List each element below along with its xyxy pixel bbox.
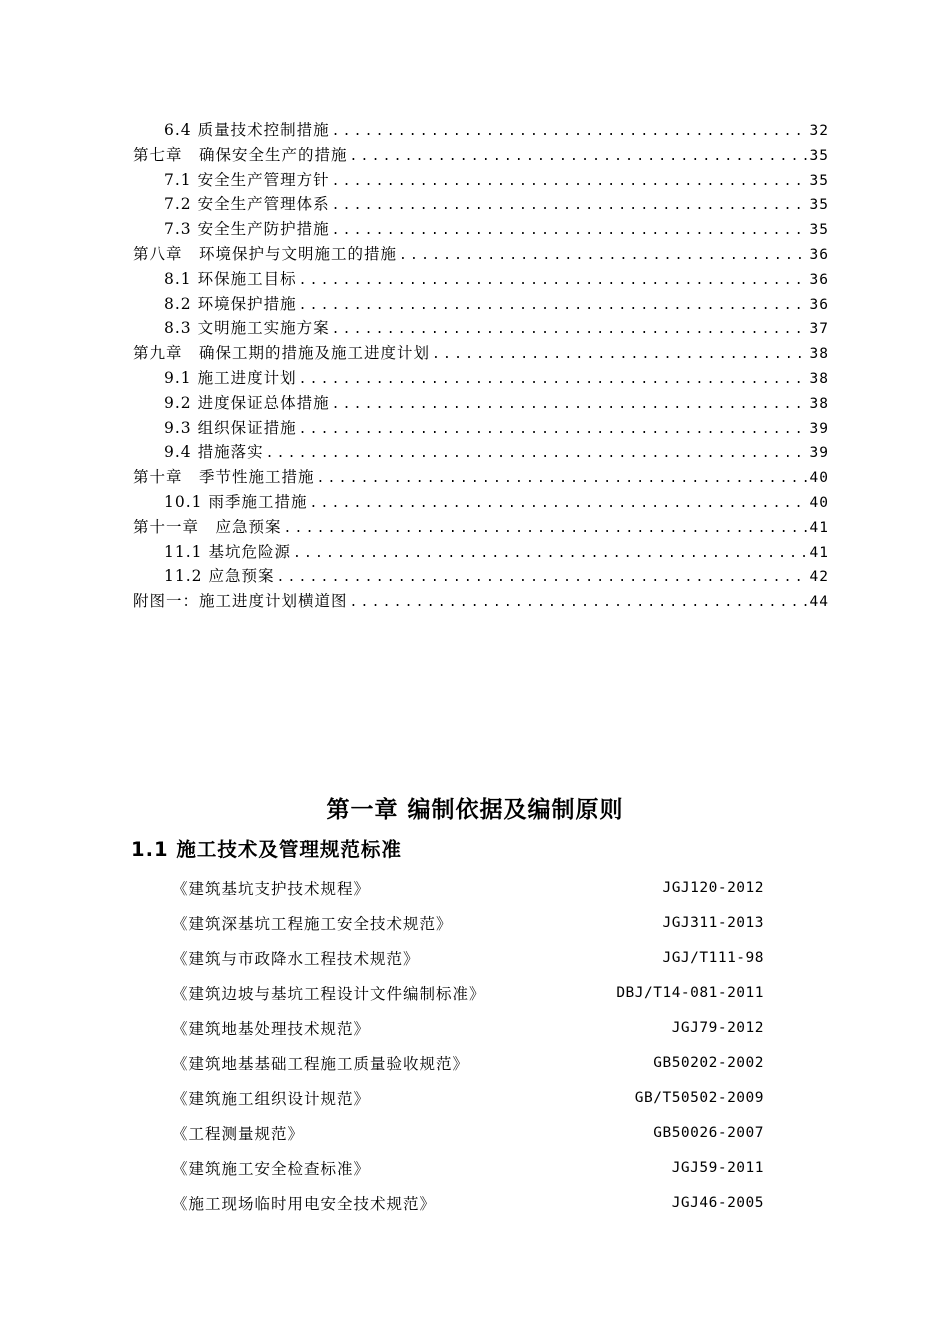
standard-name: 《建筑深基坑工程施工安全技术规范》 [172, 914, 453, 933]
toc-entry-title: 8.1 环保施工目标 [164, 269, 297, 288]
standard-code: JGJ311-2013 [662, 914, 764, 931]
toc-entry-page: 38 [809, 370, 829, 387]
toc-entry[interactable] [133, 490, 829, 515]
standard-item [172, 975, 764, 1010]
toc-entry-page: 44 [809, 594, 829, 611]
standard-item [172, 870, 764, 905]
toc-leader-dots [332, 194, 808, 219]
toc-entry-page: 41 [809, 544, 829, 561]
toc-entry[interactable] [133, 391, 829, 416]
toc-entry-title: 第十章 季节性施工措施 [133, 468, 315, 487]
toc-leader-dots [332, 318, 808, 343]
toc-entry[interactable] [133, 292, 829, 317]
standard-code: DBJ/T14-081-2011 [616, 984, 764, 1001]
toc-leader-dots [399, 244, 808, 269]
toc-entry-page: 39 [809, 420, 829, 437]
standard-name: 《建筑地基处理技术规范》 [172, 1019, 371, 1038]
toc-entry-title: 9.1 施工进度计划 [164, 368, 297, 387]
toc-entry-title: 第八章 环境保护与文明施工的措施 [133, 244, 398, 263]
toc-entry-title: 11.1 基坑危险源 [164, 542, 291, 561]
standards-list [172, 870, 764, 1221]
toc-leader-dots [299, 418, 808, 443]
toc-entry-page: 35 [809, 222, 829, 239]
standard-code: JGJ59-2011 [671, 1160, 764, 1177]
toc-entry[interactable] [133, 465, 829, 490]
toc-entry-page: 42 [809, 569, 829, 586]
toc-entry-page: 35 [809, 172, 829, 189]
toc-entry-title: 8.3 文明施工实施方案 [164, 319, 330, 338]
standard-code: GB50202-2002 [653, 1055, 764, 1072]
standard-code: JGJ46-2005 [671, 1195, 764, 1212]
toc-entry[interactable] [133, 267, 829, 292]
standard-item [172, 1081, 764, 1116]
standard-name: 《建筑与市政降水工程技术规范》 [172, 949, 420, 968]
section-heading: 1.1 施工技术及管理规范标准 [131, 838, 402, 861]
toc-entry[interactable] [133, 242, 829, 267]
toc-entry-title: 附图一：施工进度计划横道图 [133, 592, 348, 611]
standard-item [172, 1010, 764, 1045]
toc-leader-dots [266, 442, 808, 467]
toc-entry-page: 37 [809, 321, 829, 338]
toc-leader-dots [299, 368, 808, 393]
toc-leader-dots [332, 170, 808, 195]
toc-leader-dots [317, 467, 808, 492]
standard-code: JGJ79-2012 [671, 1019, 764, 1036]
standard-name: 《建筑基坑支护技术规程》 [172, 879, 371, 898]
toc-entry-title: 9.4 措施落实 [164, 443, 264, 462]
standard-code: GB50026-2007 [653, 1125, 764, 1142]
standard-code: JGJ/T111-98 [662, 949, 764, 966]
toc-entry-title: 第九章 确保工期的措施及施工进度计划 [133, 344, 431, 363]
standard-item [172, 940, 764, 975]
standard-name: 《建筑边坡与基坑工程设计文件编制标准》 [172, 984, 486, 1003]
chapter-heading: 第一章 编制依据及编制原则 [326, 797, 624, 823]
standard-code: GB/T50502-2009 [634, 1090, 764, 1107]
standard-item [172, 1186, 764, 1221]
toc-entry-title: 7.2 安全生产管理体系 [164, 195, 330, 214]
standard-code: JGJ120-2012 [662, 879, 764, 896]
toc-leader-dots [332, 120, 808, 145]
toc-entry[interactable] [133, 440, 829, 465]
toc-entry[interactable] [133, 589, 829, 614]
toc-entry-title: 第十一章 应急预案 [133, 517, 282, 536]
toc-entry-title: 10.1 雨季施工措施 [164, 492, 308, 511]
toc-leader-dots [350, 591, 808, 616]
toc-entry-title: 7.3 安全生产防护措施 [164, 220, 330, 239]
toc-entry[interactable] [133, 564, 829, 589]
standard-item [172, 905, 764, 940]
toc-entry-page: 38 [809, 346, 829, 363]
toc-entry-page: 41 [809, 519, 829, 536]
toc-leader-dots [432, 343, 808, 368]
toc-entry[interactable] [133, 515, 829, 540]
standard-item [172, 1116, 764, 1151]
standard-item [172, 1151, 764, 1186]
table-of-contents [133, 118, 829, 614]
toc-entry[interactable] [133, 192, 829, 217]
toc-entry-page: 36 [809, 296, 829, 313]
toc-leader-dots [276, 566, 807, 591]
toc-entry-page: 38 [809, 395, 829, 412]
toc-entry[interactable] [133, 540, 829, 565]
toc-entry[interactable] [133, 341, 829, 366]
toc-entry-title: 11.2 应急预案 [164, 567, 275, 586]
toc-entry-page: 40 [809, 494, 829, 511]
toc-entry-page: 36 [809, 271, 829, 288]
toc-entry-title: 第七章 确保安全生产的措施 [133, 145, 348, 164]
toc-entry-page: 39 [809, 445, 829, 462]
toc-leader-dots [332, 219, 808, 244]
toc-entry-title: 7.1 安全生产管理方针 [164, 170, 330, 189]
toc-entry[interactable] [133, 316, 829, 341]
toc-entry-page: 36 [809, 246, 829, 263]
standard-name: 《建筑施工组织设计规范》 [172, 1090, 371, 1109]
toc-entry[interactable] [133, 366, 829, 391]
toc-entry-title: 8.2 环境保护措施 [164, 294, 297, 313]
toc-entry[interactable] [133, 168, 829, 193]
toc-leader-dots [309, 492, 807, 517]
toc-entry[interactable] [133, 143, 829, 168]
standard-name: 《建筑施工安全检查标准》 [172, 1160, 371, 1179]
toc-entry-page: 35 [809, 197, 829, 214]
toc-entry[interactable] [133, 217, 829, 242]
standard-item [172, 1045, 764, 1080]
toc-entry-page: 35 [809, 147, 829, 164]
toc-entry-title: 9.2 进度保证总体措施 [164, 393, 330, 412]
toc-entry-page: 40 [809, 470, 829, 487]
toc-leader-dots [350, 145, 808, 170]
toc-entry[interactable] [133, 416, 829, 441]
toc-leader-dots [293, 542, 808, 567]
toc-entry-page: 32 [809, 123, 829, 139]
standard-name: 《工程测量规范》 [172, 1125, 305, 1144]
toc-entry-title: 6.4 质量技术控制措施 [164, 121, 330, 139]
toc-leader-dots [332, 393, 808, 418]
toc-leader-dots [299, 294, 808, 319]
toc-leader-dots [284, 517, 808, 542]
toc-entry-title: 9.3 组织保证措施 [164, 418, 297, 437]
standard-name: 《施工现场临时用电安全技术规范》 [172, 1195, 437, 1214]
toc-entry[interactable] [133, 118, 829, 143]
standard-name: 《建筑地基基础工程施工质量验收规范》 [172, 1055, 470, 1074]
toc-leader-dots [299, 269, 808, 294]
